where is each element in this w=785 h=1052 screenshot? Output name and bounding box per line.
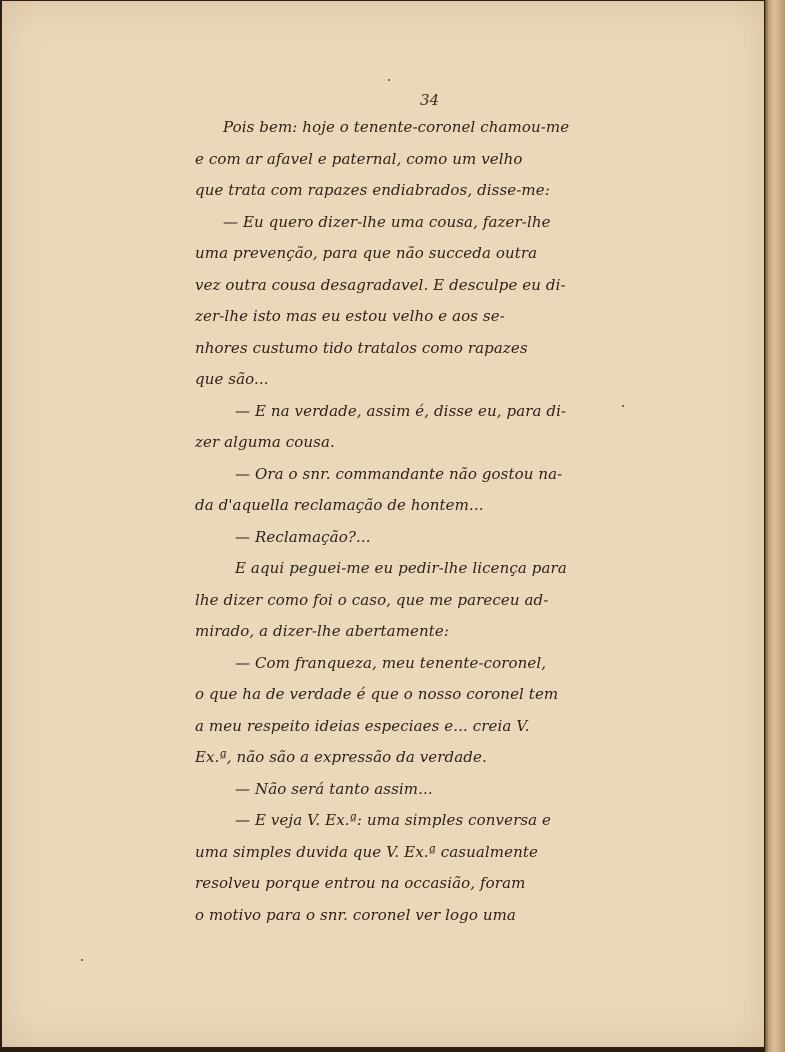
manuscript-line: — E na verdade, assim é, disse eu, para di-: [235, 401, 567, 420]
manuscript-line: o motivo para o snr. coronel ver logo uma: [195, 905, 516, 924]
manuscript-line: da d'aquella reclamação de hontem...: [195, 496, 484, 514]
paper-speck: [81, 959, 83, 961]
manuscript-line: zer-lhe isto mas eu estou velho e aos se-: [195, 307, 505, 325]
manuscript-line: resolveu porque entrou na occasião, foram: [195, 874, 526, 892]
manuscript-line: — Não será tanto assim...: [235, 779, 433, 798]
manuscript-line: E aqui peguei-me eu pedir-lhe licença para: [235, 559, 567, 577]
manuscript-line: e com ar afavel e paternal, como um velho: [195, 149, 523, 168]
manuscript-line: Pois bem: hoje o tenente-coronel chamou-me: [223, 118, 570, 136]
manuscript-line: mirado, a dizer-lhe abertamente:: [195, 622, 450, 640]
manuscript-line: que trata com rapazes endiabrados, disse-me:: [195, 181, 550, 199]
manuscript-line: — Reclamação?...: [235, 527, 371, 546]
manuscript-line: que são...: [195, 370, 269, 388]
paper-speck: [388, 79, 390, 81]
manuscript-line: zer alguma cousa.: [195, 433, 335, 451]
page-number: 34: [420, 91, 440, 109]
manuscript-line: uma prevenção, para que não succeda outra: [195, 244, 538, 262]
manuscript-line: uma simples duvida que V. Ex.ª casualmente: [195, 842, 538, 861]
handwritten-text-block: [195, 112, 685, 931]
manuscript-line: — Ora o snr. commandante não gostou na-: [235, 464, 563, 483]
manuscript-line: — E veja V. Ex.ª: uma simples conversa e: [235, 811, 552, 829]
manuscript-line: nhores custumo tido tratalos como rapazes: [195, 338, 528, 357]
manuscript-line: a meu respeito ideias especiaes e... creia V.: [195, 716, 530, 735]
manuscript-line: vez outra cousa desagradavel. E desculpe eu di-: [195, 275, 566, 294]
manuscript-line: Ex.ª, não são a expressão da verdade.: [195, 748, 487, 766]
adjacent-page-edge: [765, 0, 785, 1052]
manuscript-line: o que ha de verdade é que o nosso coronel tem: [195, 685, 559, 703]
manuscript-line: lhe dizer como foi o caso, que me pareceu ad-: [195, 590, 549, 609]
manuscript-line: — Com franqueza, meu tenente-coronel,: [235, 653, 547, 672]
manuscript-line: — Eu quero dizer-lhe uma cousa, fazer-lhe: [223, 212, 551, 231]
